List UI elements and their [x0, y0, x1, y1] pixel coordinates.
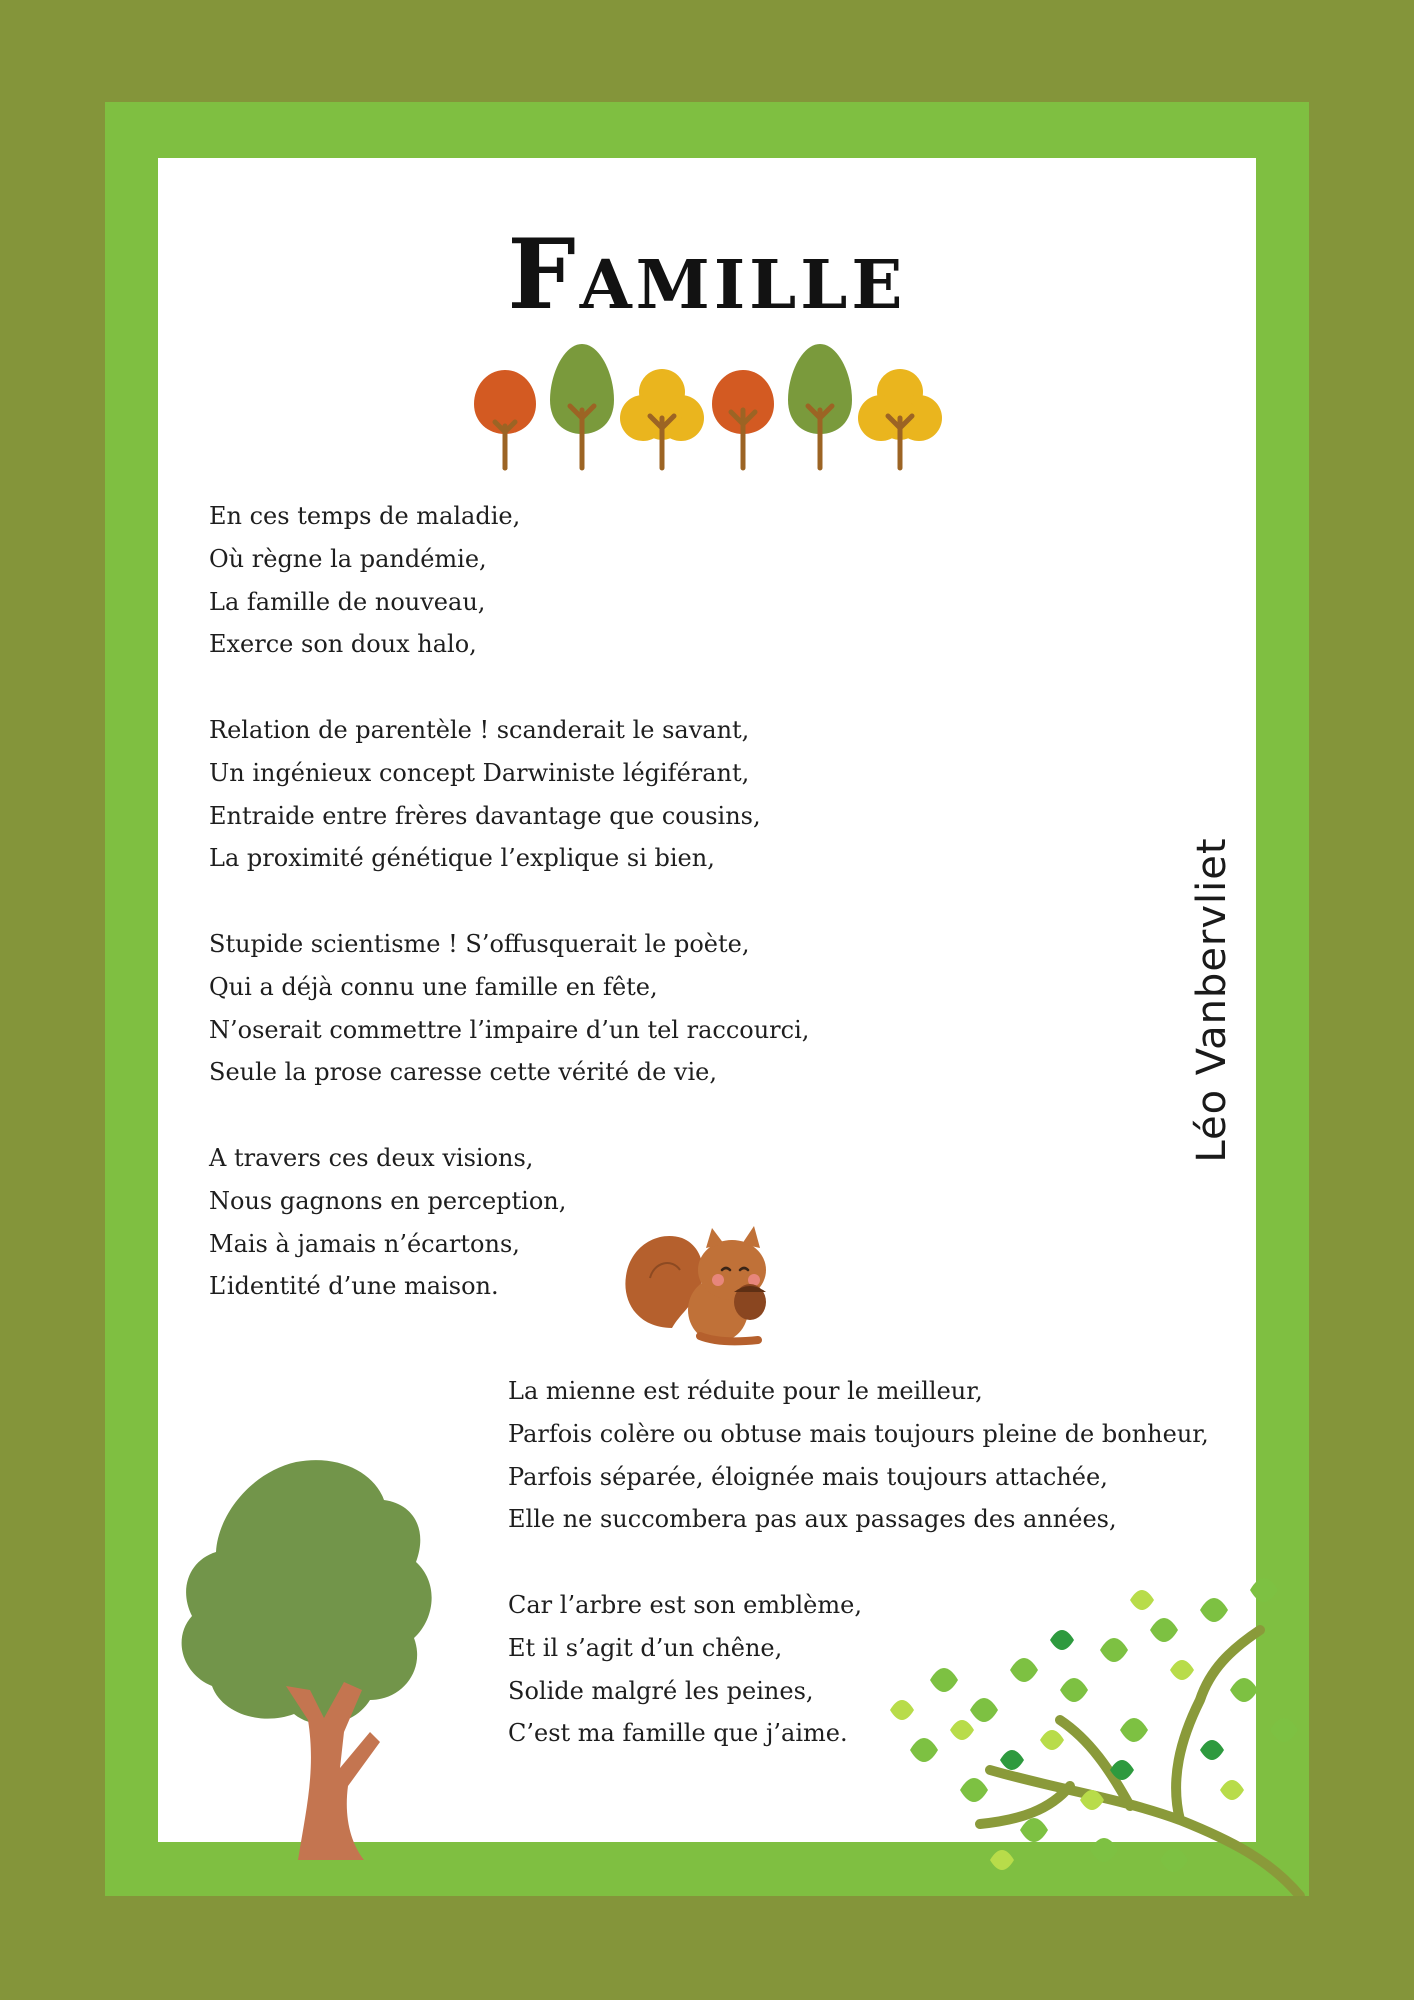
- poem-line: L’identité d’une maison.: [209, 1272, 499, 1301]
- poem-line: Entraide entre frères davantage que cousins,: [209, 801, 761, 830]
- tree-yellow-2: [858, 369, 942, 468]
- poem-line: A travers ces deux visions,: [209, 1143, 534, 1172]
- poem-title: Famille: [507, 218, 907, 331]
- tree-yellow-1: [620, 369, 704, 468]
- poem-line: Relation de parentèle ! scanderait le savant,: [209, 715, 750, 744]
- squirrel-icon: [620, 1218, 790, 1348]
- leafy-branch-icon: [870, 1570, 1310, 1896]
- stanza: [209, 923, 809, 1094]
- poem-line: Et il s’agit d’un chêne,: [508, 1633, 783, 1662]
- stanza: [209, 709, 809, 880]
- stanza: [508, 1370, 1209, 1541]
- poem-line: Où règne la pandémie,: [209, 544, 487, 573]
- poem-line: C’est ma famille que j’aime.: [508, 1719, 848, 1748]
- poem-line: Parfois colère ou obtuse mais toujours pleine de bonheur,: [508, 1419, 1209, 1448]
- poem-line: Elle ne succombera pas aux passages des années,: [508, 1505, 1117, 1534]
- poem-line: La proximité génétique l’explique si bien,: [209, 844, 715, 873]
- poem-line: Nous gagnons en perception,: [209, 1186, 567, 1215]
- poem-line: La mienne est réduite pour le meilleur,: [508, 1377, 983, 1405]
- tree-green-2: [788, 344, 852, 468]
- poem-line: Qui a déjà connu une famille en fête,: [209, 972, 658, 1001]
- poem-line: La famille de nouveau,: [209, 587, 486, 616]
- poem-line: Parfois séparée, éloignée mais toujours attachée,: [508, 1462, 1108, 1491]
- author-name: Léo Vanbervliet: [1189, 837, 1235, 1163]
- big-tree-icon: [178, 1450, 478, 1860]
- poem-line: Mais à jamais n’écartons,: [209, 1229, 520, 1258]
- poem-line: En ces temps de maladie,: [209, 502, 521, 530]
- poem-line: Seule la prose caresse cette vérité de vie,: [209, 1058, 717, 1087]
- poem-line: Stupide scientisme ! S’offusquerait le poète,: [209, 929, 750, 958]
- poem-line: Car l’arbre est son emblème,: [508, 1590, 862, 1619]
- poem-line: Solide malgré les peines,: [508, 1676, 814, 1705]
- tree-row-icon: [468, 340, 948, 472]
- tree-orange-2: [712, 370, 774, 468]
- tree-orange-1: [474, 370, 536, 468]
- poem-line: Exerce son doux halo,: [209, 630, 477, 659]
- poem-line: N’oserait commettre l’impaire d’un tel raccourci,: [209, 1015, 810, 1044]
- tree-green-1: [550, 344, 614, 468]
- stanza: [209, 495, 809, 666]
- poem-line: Un ingénieux concept Darwiniste légiférant,: [209, 758, 750, 787]
